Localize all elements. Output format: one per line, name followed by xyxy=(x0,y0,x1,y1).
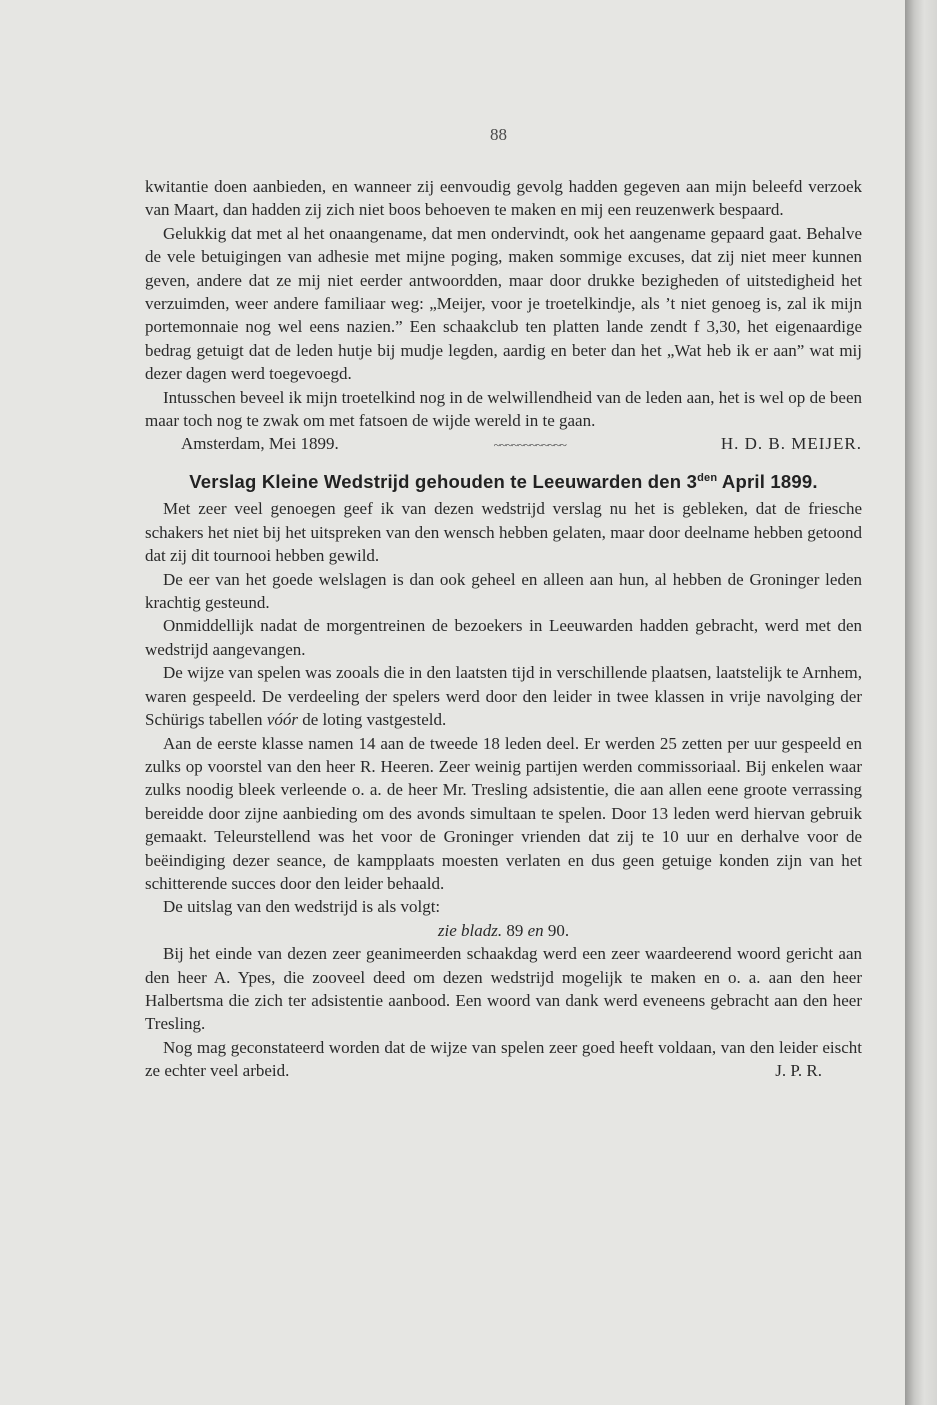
letter-paragraph-2: Gelukkig dat met al het onaangename, dat men ondervindt, ook het aangename gepaard gaat. Behalve de vele betuigingen van adhesie met mijne poging, maken sommige excuses, dat zij niet meer kunnen geven, andere dat ze mij niet eerder antwoordden, maar door drukke bezigheden of uitstedigheid het verzuimden, weer andere familiaar weg: „Meijer, voor je troetelkindje, als ’t niet genoeg is, zal ik mijn portemonnaie nog wel eens nazien.” Een schaakclub ten platten lande zendt f 3,30, het eigenaardige bedrag getuigt dat de leden hutje bij mudje legden, aardig en beter dan het „Wat heb ik er aan” wat mij dezer dagen werd toegevoegd. xyxy=(145,223,862,384)
report-paragraph-7: Bij het einde van dezen zeer geanimeerden schaakdag werd een zeer waardeerend woord gericht aan den heer A. Ypes, die zooveel deed om dezen wedstrijd mogelijk te maken en o. a. aan den heer Halbertsma die zich ter adsistentie aanbood. Een woord van dank werd eveneens gebracht aan den heer Tresling. xyxy=(145,944,862,1034)
report-paragraph-4 xyxy=(145,661,862,731)
report-paragraph-6: De uitslag van den wedstrijd is als volgt: xyxy=(163,897,441,917)
letter-closing xyxy=(145,432,862,456)
report-heading xyxy=(145,467,862,494)
report-initials: J. P. R. xyxy=(775,1061,822,1081)
report-paragraph-2: De eer van het goede welslagen is dan ook geheel en alleen aan hun, al hebben de Groninger leden krachtig gesteund. xyxy=(145,569,862,613)
page-body xyxy=(145,175,862,1083)
report-paragraph-5: Aan de eerste klasse namen 14 aan de tweede 18 leden deel. Er werden 25 zetten per uur gespeeld en zulks op voorstel van den heer R. Heeren. Zeer weinig partijen werden commissoriaal. Bij enkelen waar zulks noodig bleek verleende o. a. de heer Mr. Tresling adsistentie, die aan allen eene groote verrassing bereidde door zijne aanbieding om des avonds simultaan te spelen. Door 13 leden werd hiervan gebruik gemaakt. Teleurstellend was het voor de Groninger vrienden dat zij te 10 uur en derhalve voor de beëindiging dezer seance, de kampplaats moesten verlaten en dus geen getuige konden zijn van het schitterende succes door den leider behaald. xyxy=(145,733,862,893)
letter-paragraph-1: kwitantie doen aanbieden, en wanneer zij eenvoudig gevolg hadden gegeven aan mijn beleefd verzoek van Maart, dan hadden zij zich niet boos behoeven te maken en mij een reuzenwerk bespaard. xyxy=(145,177,862,220)
report-paragraph-4-end: de loting vastgesteld. xyxy=(297,710,447,730)
report-heading-superscript: den xyxy=(697,471,718,484)
reference-zie-bladz: zie bladz. xyxy=(437,920,503,940)
reference-page-90: 90. xyxy=(543,920,570,940)
report-closing xyxy=(145,1036,862,1083)
ornamental-divider: ~~~~~~~~~~~~ xyxy=(493,437,566,453)
book-page-edge xyxy=(905,0,937,1405)
report-paragraph-3: Onmiddellijk nadat de morgentreinen de bezoekers in Leeuwarden hadden gebracht, werd met den wedstrijd aangevangen. xyxy=(145,616,862,659)
reference-page-89: 89 xyxy=(502,920,528,940)
page-number: 88 xyxy=(490,125,507,144)
report-paragraph-1: Met zeer veel genoegen geef ik van dezen wedstrijd verslag nu het is gebleken, dat de friesche schakers het niet bij het uitspreken van den wensch hebben gelaten, maar door deelname hebben getoond dat zij dit tournooi hebben gewild. xyxy=(145,499,862,566)
report-heading-text: Verslag Kleine Wedstrijd gehouden te Leeuwarden den 3 xyxy=(189,471,698,493)
results-reference xyxy=(145,919,862,942)
report-heading-date: April 1899. xyxy=(717,471,818,493)
letter-paragraph-3: Intusschen beveel ik mijn troetelkind nog in de welwillendheid van de leden aan, het is wel op de been maar toch nog te zwak om met fatsoen de wijde wereld in te gaan. xyxy=(145,387,862,431)
reference-en: en xyxy=(527,920,544,940)
letter-signature: H. D. B. MEIJER. xyxy=(720,434,862,454)
emphasis-voor: vóór xyxy=(266,710,298,730)
report-paragraph-4-text: De wijze van spelen was zooals die in den laatsten tijd in verschillende plaatsen, laatstelijk te Arnhem, waren gespeeld. De verdeeling der spelers werd door den leider in twee klassen in vrije navolging der Schürigs tabellen xyxy=(145,663,862,730)
report-paragraph-8: Nog mag geconstateerd worden dat de wijze van spelen zeer goed heeft voldaan, van den leider eischt ze echter veel arbeid. xyxy=(145,1037,862,1081)
place-date: Amsterdam, Mei 1899. xyxy=(181,434,339,454)
